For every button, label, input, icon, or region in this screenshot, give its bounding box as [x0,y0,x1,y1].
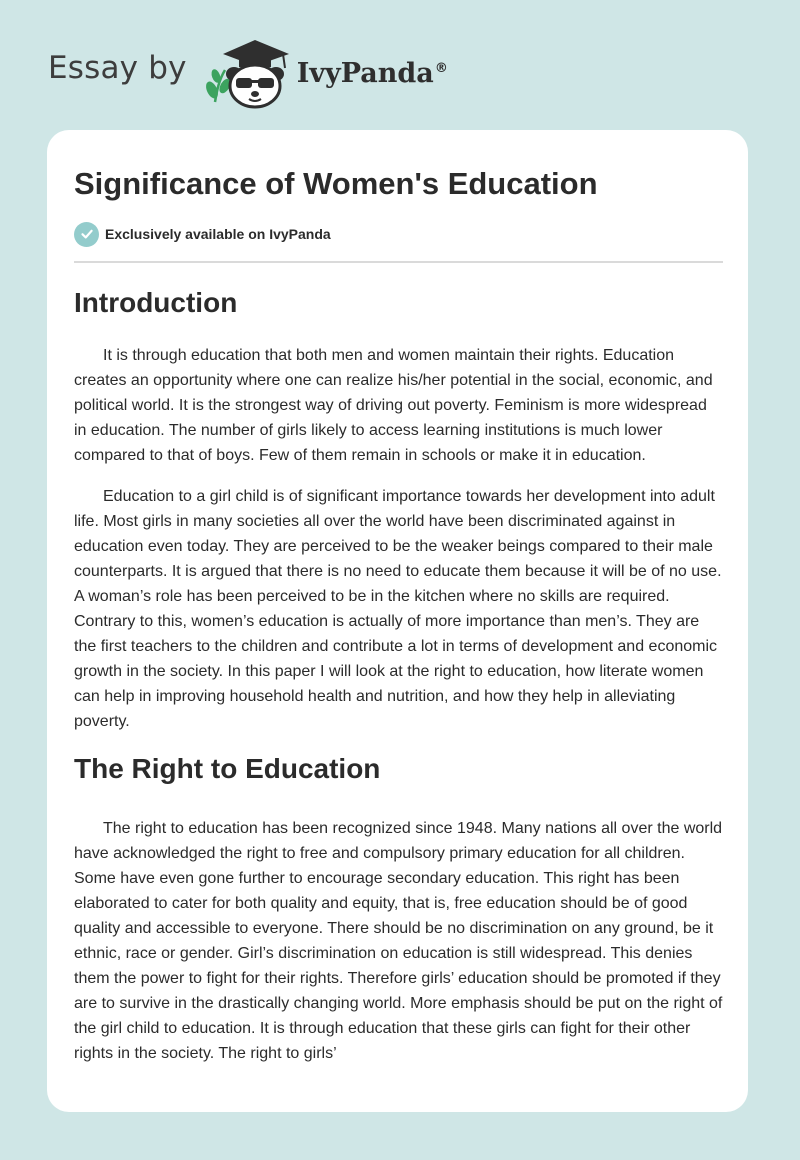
exclusive-badge [74,221,723,247]
paragraph: Education to a girl child is of significant importance towards her development into adult life. Most girls in many societies all over the world have been discriminated against in education even today. They are perceived to be the weaker beings compared to their male counterparts. It is argued that there is no need to educate them because it will be of no use. A woman’s role has been perceived to be in the kitchen where no skills are required. Contrary to this, women’s education is actually of more importance than men’s. They are the first teachers to the children and contribute a lot in terms of development and economic growth in the society. In this paper I will look at the right to education, how literate women can help in improving household health and nutrition, and how they help in alleviating poverty. [74,488,722,730]
badge-text: Exclusively available on IvyPanda [105,226,331,242]
panda-graduate-icon [203,34,295,110]
section-heading-right-to-education: The Right to Education [74,753,381,784]
brand-name: IvyPanda® [296,57,448,89]
divider [74,261,723,263]
essay-content [74,164,723,1066]
brand-prefix: Essay by [48,50,187,86]
paragraph: It is through education that both men and women maintain their rights. Education creates an opportunity where one can realize his/her potential in the social, economic, and political world. It is the strongest way of driving out poverty. Feminism is more widespread in education. The number of girls likely to access learning institutions is much lower compared to that of boys. Few of them remain in schools or make it in education. [74,347,713,464]
section-heading-introduction: Introduction [74,287,238,318]
paragraph: The right to education has been recognized since 1948. Many nations all over the world have acknowledged the right to free and compulsory primary education for all children. Some have even gone further to encourage secondary education. This right has been elaborated to cater for both quality and equity, that is, free education should be of good quality and accessible to everyone. There should be no discrimination on any ground, be it ethnic, race or gender. Girl’s discrimination on education is still widespread. This denies them the power to fight for their rights. Therefore girls’ education should be promoted if they are to survive in the drastically changing world. More emphasis should be put on the right of the girl child to education. It is through education that these girls can fight for their other rights in the society. The right to girls’ [74,820,723,1062]
essay-card [47,130,748,1112]
page-title: Significance of Women's Education [74,166,598,201]
site-brand[interactable] [48,34,448,110]
check-icon [74,222,99,247]
